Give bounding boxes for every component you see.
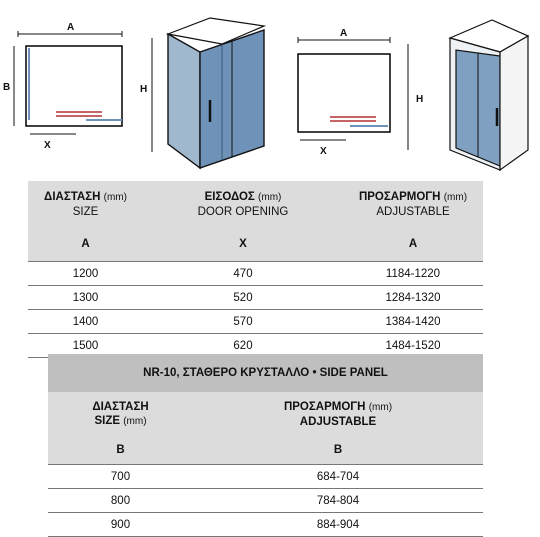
table-row: 800 784-804 (48, 489, 483, 513)
table-row: 1200 470 1184-1220 (28, 261, 483, 286)
side-panel-header (48, 392, 483, 464)
iso-view-straight (450, 20, 528, 170)
dim-a-label: A (67, 22, 75, 33)
shower-diagrams (0, 0, 540, 180)
iso-view-corner (140, 18, 264, 168)
side-panel-table (48, 354, 483, 537)
side-panel-title: NR-10, ΣΤΑΘΕΡΟ ΚΡΥΣΤΑΛΛΟ • SIDE PANEL (48, 354, 483, 392)
dim-a2-label: A (340, 28, 348, 39)
header-door-opening: ΕΙΣΟΔΟΣ (mm) DOOR OPENING X (197, 191, 289, 250)
dim-h2-label: H (416, 94, 424, 105)
plan-view-straight (298, 28, 423, 157)
plan-view-corner (3, 22, 122, 151)
table-row: 1300 520 1284-1320 (28, 286, 483, 310)
table-row: 700 684-704 (48, 464, 483, 489)
table-row: 1400 570 1384-1420 (28, 310, 483, 334)
side-panel-body (48, 464, 483, 537)
header-size-b: ΔΙΑΣΤΑΣΗ SIZE (mm) B (92, 401, 149, 456)
size-table-header (28, 181, 483, 261)
header-size: ΔΙΑΣΤΑΣΗ (mm) SIZE A (44, 191, 127, 250)
dim-h-label: H (140, 84, 148, 95)
table-row: 900 884-904 (48, 513, 483, 537)
table-row: 1500 620 1484-1520 (28, 334, 483, 358)
dim-x-label: X (44, 140, 51, 151)
size-table (28, 181, 483, 358)
dim-b-label: B (3, 82, 11, 93)
header-adjustable-b: ΠΡΟΣΑΡΜΟΓΗ (mm) ADJUSTABLE B (283, 401, 393, 456)
dim-x2-label: X (320, 146, 327, 157)
header-adjustable: ΠΡΟΣΑΡΜΟΓΗ (mm) ADJUSTABLE A (358, 191, 468, 250)
size-table-body (28, 261, 483, 358)
